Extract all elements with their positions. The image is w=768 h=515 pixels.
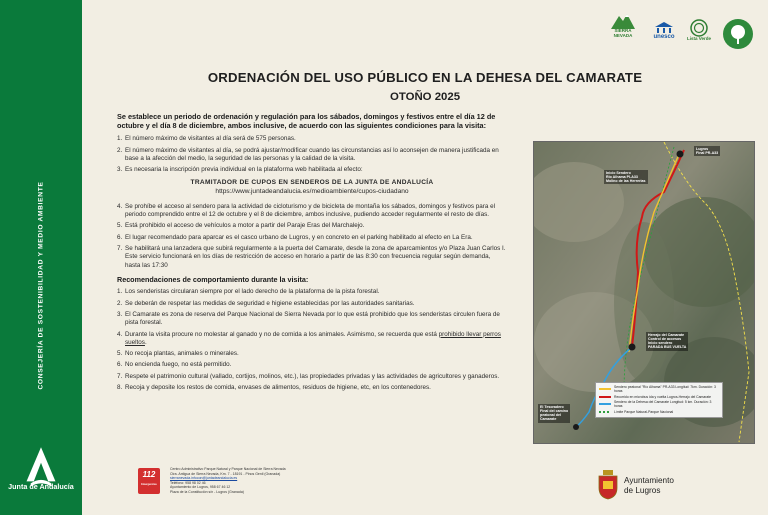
lista-verde-circle-icon: [690, 19, 708, 37]
map-label-herrajo: Herrajo del Camarate Control de accesos Inicio sendero PARADA BUS VUELTA: [648, 333, 687, 350]
item-text: Recoja y deposite los restos de comida, envases de alimentos, residuos de higiene, etc, en los contenedores.: [125, 384, 431, 392]
legend-swatch: [599, 403, 611, 405]
tree-emblem-icon: [722, 18, 754, 50]
unesco-logo: [648, 22, 680, 41]
sierra-nevada-mountain-icon: [611, 13, 635, 29]
list-item: [117, 288, 507, 296]
legend-swatch: [599, 411, 611, 413]
lista-verde-logo: [684, 19, 714, 42]
department-label: CONSEJERÍA DE SOSTENIBILIDAD Y MEDIO AMBIENTE: [37, 180, 45, 390]
lugros-coat-of-arms-icon: [597, 470, 619, 500]
ayuntamiento-lugros: [624, 476, 674, 496]
list-item: [117, 373, 507, 381]
contact-line: Plaza de la Constitución s/n - Lugros (Granada): [170, 489, 244, 494]
page-subtitle: OTOÑO 2025: [389, 91, 461, 103]
item-text: El lugar recomendado para aparcar es el casco urbano de Lugros, y en concreto en el parking habilitado al efecto en La Era.: [125, 233, 473, 241]
item-number: 4.: [117, 330, 123, 338]
item-number: 8.: [117, 384, 123, 392]
tramitador-block: [117, 179, 507, 196]
contact-email-link[interactable]: sierranevada.infocon@juntadeandalucia.es: [170, 476, 238, 481]
page-title: ORDENACIÓN DEL USO PÚBLICO EN LA DEHESA DEL CAMARATE: [207, 70, 643, 85]
item-number: 5.: [117, 222, 123, 230]
item-text: Se deberán de respetar las medidas de seguridad e higiene establecidas por las autoridades sanitarias.: [125, 299, 415, 307]
item-text: Es necesaria la inscripción previa individual en la plataforma web habilitada al efecto:: [125, 166, 363, 174]
item-number: 6.: [117, 233, 123, 241]
item-text: No recoja plantas, animales o minerales.: [125, 350, 239, 358]
legend-item: [599, 385, 719, 393]
legend-item: [599, 400, 719, 408]
list-item: [117, 361, 507, 369]
legend-item: [599, 395, 719, 399]
recommendations-heading: Recomendaciones de comportamiento durante la visita:: [117, 274, 309, 284]
department-vertical-text: [32, 180, 50, 390]
contact-line: Teléfono: 958 98 02 46: [170, 480, 206, 485]
item-text: Se prohíbe el acceso al sendero para la actividad de cicloturismo y de bicicleta de montaña los sábados, domingos y festivos para el periodo comprendido entre el 12 de octubre y el 8 de diciembre, ambos inclusive, pudiendo acceder regularmente el resto de días.: [125, 202, 495, 219]
sierra-nevada-text-1: SIERRA: [614, 28, 632, 33]
contact-line: Ayuntamiento de Lugros, 958 67 46 12: [170, 485, 231, 490]
legend-swatch: [599, 388, 611, 390]
org-name: Junta de Andalucía: [8, 482, 74, 491]
item-number: 2.: [117, 146, 123, 154]
item-text: No encienda fuego, no está permitido.: [125, 361, 232, 369]
item-text: Se habilitará una lanzadera que subirá regularmente a la puerta del Camarate, desde la zona de aparcamientos y/o Plaza Juan Carlos I. Este servicio funcionará en los días de restricción de acceso en horario a partir de las 8:30 con frecuencia regular según demanda, hasta las 17:30: [125, 245, 506, 269]
lugros-line-1: Ayuntamiento: [624, 476, 674, 485]
item-text-end: .: [144, 338, 147, 346]
item-number: 6.: [117, 361, 123, 369]
item-text: El Camarate es zona de reserva del Parque Nacional de Sierra Nevada por lo que está prohibido que los senderistas circulen fuera de pista forestal.: [125, 310, 500, 327]
emergency-number: 112: [142, 470, 156, 479]
tramitador-heading: TRAMITADOR DE CUPOS EN SENDEROS DE LA JUNTA DE ANDALUCÍA: [190, 179, 434, 187]
contact-line: Centro Administrativo Parque Natural y Parque Nacional de Sierra Nevada: [170, 467, 286, 471]
emergency-sub: Emergencias: [141, 483, 157, 486]
item-number: 1.: [117, 288, 123, 296]
map-label-inicio-sendero: Inicio Sendero Río Alhama PI-A33 Molino de las Herrerias: [606, 171, 646, 184]
list-item: [117, 300, 507, 308]
list-item: [117, 147, 507, 164]
list-item: [117, 350, 507, 358]
item-text-underlined: prohibido llevar perros sueltos: [125, 330, 501, 346]
item-text: El número máximo de visitantes al día, se podrá ajustar/modificar cuando las circunstancias así lo aconsejen de manera justificada en base a la afección del medio, la seguridad de las personas y la calidad de la visita.: [125, 146, 499, 162]
item-text: Respete el patrimonio cultural (vallado, cortijos, molinos, etc.), las propiedades privadas y las actividades de agricultores y ganaderos.: [125, 372, 500, 380]
intro-paragraph: Se establece un periodo de ordenación y regulación para los sábados, domingos y festivos entre el día 12 de octubre y el día 8 de diciembre, ambos inclusive, de acuerdo con las siguientes condiciones para la visita:: [117, 112, 496, 131]
item-text-main: Durante la visita procure no molestar al ganado y no de comida a los animales. Asimismo, se recuerda que está: [125, 330, 437, 338]
emergency-112-badge: [138, 468, 160, 494]
map-label-tesoradero: El Tesoradero Final del camino peatonal del Camarate: [540, 405, 569, 422]
lista-verde-text: Lista Verde: [686, 36, 711, 41]
unesco-text: unesco: [653, 34, 675, 40]
list-item: [117, 311, 507, 328]
list-item: [117, 203, 507, 220]
legend-label: Sendero de la Dehesa del Camarate Longitud: 5 km. Duración: 3 horas: [614, 400, 712, 409]
item-number: 4.: [117, 202, 123, 210]
item-number: 7.: [117, 245, 123, 252]
item-number: 2.: [117, 299, 123, 307]
item-text: Está prohibido el acceso de vehículos a motor a partir del Paraje Eras del Marchalejo.: [125, 222, 365, 230]
lugros-line-2: de Lugros: [624, 485, 661, 495]
item-number: 1.: [117, 135, 123, 143]
tramitador-url-link[interactable]: https://www.juntadeandalucia.es/medioambiente/cupos-ciudadano: [215, 188, 409, 196]
list-item: [117, 384, 507, 392]
legend-swatch: [599, 396, 611, 398]
list-item: [117, 234, 507, 242]
map-legend: [595, 382, 723, 418]
item-number: 3.: [117, 310, 123, 318]
sidebar-band: [0, 0, 82, 515]
list-item: [117, 331, 507, 348]
legend-item: [599, 410, 719, 414]
item-text: [125, 331, 507, 348]
contact-line: Ctra. Antigua de Sierra Nevada, Km. 7 - 18191 - Pinos Genil (Granada): [170, 471, 281, 476]
map-label-lugros: Lugros Final PR-A33: [696, 147, 719, 156]
item-text: El número máximo de visitantes al día será de 575 personas.: [125, 135, 296, 143]
sierra-nevada-text-2: NEVADA: [613, 32, 633, 38]
item-number: 3.: [117, 166, 123, 174]
list-item: [117, 135, 507, 143]
contact-info: [170, 467, 310, 494]
list-item: [117, 166, 507, 174]
sierra-nevada-logo: [607, 13, 639, 39]
junta-andalucia-logo-icon: [10, 440, 72, 500]
legend-label: Recorrido en microbus ida y vuelta Lugros-Herrajo del Camarate: [614, 394, 712, 399]
list-item: [117, 245, 507, 270]
legend-label: Límite Parque Natural-Parque Nacional: [614, 409, 674, 414]
item-number: 5.: [117, 350, 123, 358]
item-text: Los senderistas circularan siempre por el lado derecho de la plataforma de la pista forestal.: [125, 288, 380, 296]
list-item: [117, 222, 507, 230]
regulation-text: [117, 112, 507, 395]
legend-label: Sendero peatonal "Río Alhama" PR-A33 Longitud: 7km. Duración: 3 horas: [614, 385, 716, 394]
tree-emblem-logo: [721, 18, 755, 50]
unesco-temple-icon: [654, 22, 674, 34]
item-number: 7.: [117, 372, 123, 380]
